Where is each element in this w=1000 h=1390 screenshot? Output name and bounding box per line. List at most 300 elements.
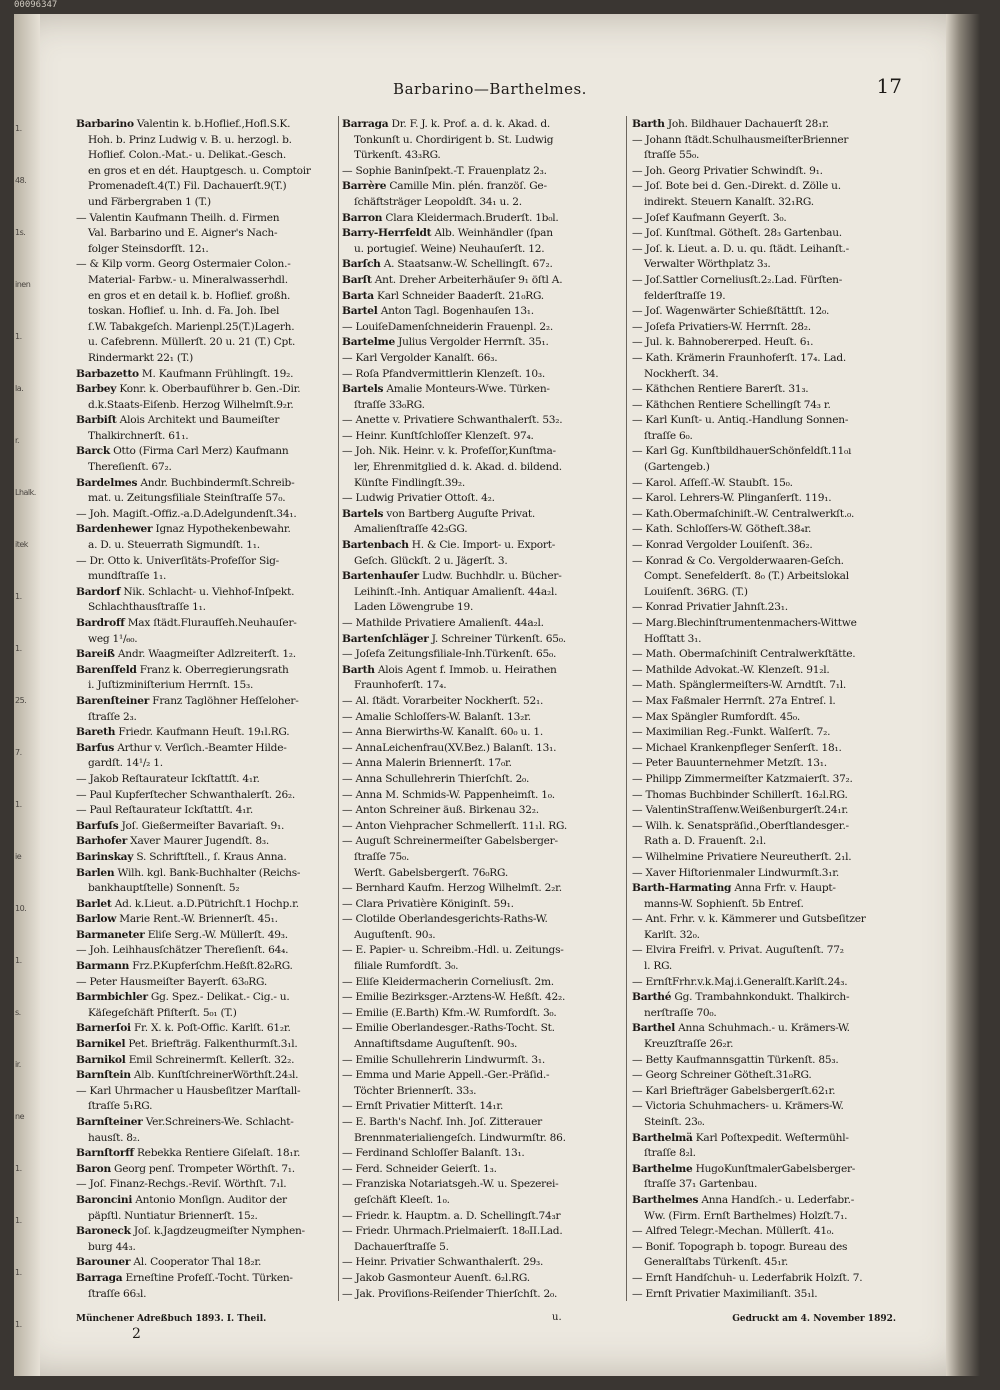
entry-text: — Clara Privatière Königinſt. 59₁. [342,897,514,910]
entry-text: — Al. ſtädt. Vorarbeiter Nockherſt. 52₁. [342,694,544,707]
entry-text: Generalſtabs Türkenſt. 45₁r. [644,1256,789,1269]
entry-text: — LouiſeDamenſchneiderin Frauenpl. 2₂. [342,320,553,333]
entry-surname: Barnſteiner [76,1116,143,1128]
directory-entry-line [632,367,927,383]
directory-entry-line [76,351,366,367]
entry-text: Promenadeſt.4(T.) Fil. Dachauerſt.9(T.) [88,180,287,193]
entry-text: Dr. F. J. k. Prof. a. d. k. Akad. d. [391,118,550,130]
directory-entry-line [342,741,632,757]
directory-entry-line [342,850,632,866]
entry-text: — Kath. Krämerin Fraunhoferſt. 17₄. Lad. [632,351,846,364]
directory-entry [342,211,632,227]
entry-text: ſtraſſe 37₁ Gartenbau. [644,1178,758,1191]
entry-text: — Peter Hausmeiſter Bayerſt. 63₀RG. [76,975,267,988]
directory-entry-line [632,788,927,804]
entry-text: ſtraſſe 55₀. [644,149,700,162]
entry-text: Anna Frfr. v. Haupt- [734,882,836,895]
directory-entry-line [342,959,632,975]
directory-entry-line [342,195,632,211]
entry-text: Alois Architekt und Baumeiſter [119,414,280,427]
entry-text: Nik. Schlacht- u. Viehhof-Inſpekt. [123,585,295,598]
directory-entry [76,1037,366,1053]
directory-entry-line [342,1115,632,1131]
entry-text: ſtraſſe 75₀. [354,850,410,863]
entry-text: Werſt. Gabelsbergerſt. 76₀RG. [354,866,508,879]
entry-text: Brennmaterialiengeſch. Lindwurmſtr. 86. [354,1131,566,1144]
entry-surname: Bartenſchläger [342,632,429,645]
entry-surname: Bartels [342,383,384,396]
entry-text: Karlſt. 32₀. [644,928,700,941]
entry-text: — Elvira Freifrl. v. Privat. Auguſtenſt. 77₂ [632,944,844,957]
directory-entry-line [76,678,366,694]
directory-entry-line [632,242,927,258]
directory-entry-line [632,694,927,710]
entry-text: — Roſa Pfandvermittlerin Klenzeſt. 10₃. [342,367,545,380]
entry-text: ſtraſſe 5₁RG. [88,1100,153,1113]
directory-entry-line [632,1177,927,1193]
directory-entry [632,1162,927,1178]
entry-text: Georg penſ. Trompeter Wörthſt. 7₁. [114,1162,295,1175]
entry-surname: Barthelmes [632,1193,699,1206]
directory-entry [76,834,366,850]
directory-entry-line [632,226,927,242]
entry-surname: Barrère [342,180,387,193]
directory-entry-line [76,335,366,351]
directory-entry [76,1146,366,1162]
directory-entry-line [632,600,927,616]
entry-text: — AnnaLeichenfrau(XV.Bez.) Balanſt. 13₁. [342,741,557,754]
directory-entry-line [76,569,366,585]
entry-text: Thalkirchnerſt. 61₁. [88,429,189,442]
directory-entry-line [342,164,632,180]
directory-entry-line [76,164,366,180]
entry-text: — Heinr. Privatier Schwanthalerſt. 29₃. [342,1256,544,1269]
directory-entry-line [342,678,632,694]
directory-entry [342,289,632,305]
gutter-fragment: 1. [15,1268,22,1277]
directory-entry [76,819,366,835]
entry-surname: Barfuſs [76,819,119,832]
entry-text: — Käthchen Rentiere Barerſt. 31₃. [632,383,809,396]
directory-entry [342,663,632,679]
directory-entry-line [76,179,366,195]
directory-entry-line [76,195,366,211]
entry-text: Emil Schreinermſt. Kellerſt. 32₂. [128,1053,295,1066]
directory-entry-line [632,632,927,648]
entry-text: toskan. Hoflief. u. Inh. d. Fa. Joh. Ibel [88,305,280,318]
entry-text: Ignaz Hypothekenbewahr. [155,523,291,536]
entry-text: — Mathilde Advokat.-W. Klenzeſt. 91₂l. [632,663,830,676]
entry-text: — & Kilp vorm. Georg Ostermaier Colon.- [76,258,291,271]
entry-text: Joſ. Gießermeiſter Bavariaſt. 9₁. [121,819,285,832]
directory-entry-line [632,975,927,991]
entry-text: Karl Schneider Baaderſt. 21₀RG. [377,289,544,302]
entry-surname: Barlet [76,897,112,910]
entry-text: HugoKunſtmalerGabelsberger- [695,1162,856,1175]
directory-entry [76,1115,366,1131]
gutter-fragment: Lhalk. [15,488,36,497]
entry-text: Töchter Briennerſt. 33₃. [354,1084,477,1097]
entry-text: Anna Schuhmach.- u. Krämers-W. [678,1022,850,1035]
directory-entry-line [342,1162,632,1178]
entry-text: J. Schreiner Türkenſt. 65₀. [431,632,566,645]
directory-entry-line [342,1131,632,1147]
entry-text: Julius Vergolder Herrnſt. 35₁. [398,336,549,349]
directory-entry-line [342,351,632,367]
entry-surname: Barck [76,445,110,458]
entry-text: — ErnſtFrhr.v.k.Maj.i.Generalſt.Karlſt.24₃. [632,975,848,988]
directory-entry-line [632,460,927,476]
entry-text: — Ferdinand Schloſſer Balanſt. 13₁. [342,1147,525,1160]
entry-surname: Barmbichler [76,991,148,1004]
directory-entry [342,117,632,133]
directory-entry [342,569,632,585]
entry-text: — Bernhard Kaufm. Herzog Wilhelmſt. 2₂r. [342,882,562,895]
directory-entry-line [632,1255,927,1271]
entry-text: — Jak. Proviſions-Reiſender Thierſchſt. 2₀. [342,1287,558,1300]
directory-entry-line [76,1177,366,1193]
directory-entry-line [632,304,927,320]
gutter-fragment: inen [15,280,31,289]
directory-entry-line [76,257,366,273]
directory-entry-line [632,164,927,180]
entry-text: — Ernſt Privatier Maximilianſt. 35₁l. [632,1287,818,1300]
entry-surname: Barhofer [76,835,128,848]
entry-text: — ValentinStraſſenw.Weißenburgerſt.24₁r. [632,804,849,817]
page-number: 17 [876,74,902,98]
directory-entry-line [632,273,927,289]
entry-text: — Joſ.Sattler Corneliusſt.2₂.Lad. Fürſten- [632,273,843,286]
entry-text: M. Kaufmann Frühlingſt. 19₂. [141,367,294,380]
directory-entry-line [632,1240,927,1256]
directory-entry-line [342,1271,632,1287]
entry-text: Gg. Trambahnkondukt. Thalkirch- [674,991,850,1004]
directory-entry-line [76,632,366,648]
directory-page [14,0,966,1376]
entry-text: Andr. Buchbindermſt.Schreib- [140,476,295,489]
directory-entry-line [342,1021,632,1037]
directory-entry-line [342,975,632,991]
entry-text: — Betty Kaufmannsgattin Türkenſt. 85₃. [632,1053,839,1066]
directory-entry-line [76,242,366,258]
entry-surname: Baroncini [76,1193,133,1206]
entry-text: en gros et en detail k. b. Hoflief. großh. [88,289,291,302]
entry-text: S. Schriftſtell., ſ. Kraus Anna. [136,850,287,863]
entry-text: weg 1¹/₆₀. [88,632,138,645]
entry-text: Ad. k.Lieut. a.D.Pütrichſt.1 Hochp.r. [114,897,299,910]
entry-text: Auguſtenſt. 90₃. [354,928,436,941]
entry-text: Annaſtiftsdame Auguſtenſt. 90₃. [354,1038,518,1051]
entry-text: — Ernſt Privatier Mitterſt. 14₁r. [342,1100,504,1113]
directory-entry-line [342,1084,632,1100]
gutter-fragment: ir. [15,1060,21,1069]
entry-text: Amalie Monteurs-Wwe. Türken- [386,383,550,396]
directory-entry-line [632,289,927,305]
directory-entry-line [342,367,632,383]
entry-surname: Barthelmä [632,1131,693,1144]
directory-entry [76,367,366,383]
directory-entry-line [76,943,366,959]
entry-text: Amalienſtraſſe 42₃GG. [354,523,468,536]
directory-entry-line [342,647,632,663]
entry-text: — Emilie Oberlandesger.-Raths-Tocht. St. [342,1022,555,1035]
directory-entry-line [342,554,632,570]
directory-entry-line [76,289,366,305]
directory-entry-line [76,429,366,445]
entry-text: Marie Rent.-W. Briennerſt. 45₁. [119,913,278,926]
entry-text: indirekt. Steuern Kanalſt. 32₁RG. [644,195,814,208]
directory-entry-line [76,273,366,289]
directory-entry-line [76,803,366,819]
entry-surname: Barbiſt [76,414,117,427]
directory-entry-line [632,897,927,913]
binding-gutter [14,14,40,1376]
entry-text: Hofſtatt 3₁. [644,632,702,645]
footer-mark: u. [552,1312,562,1323]
entry-text: — Max Spängler Rumfordſt. 45₀. [632,710,801,723]
entry-text: ſtraſſe 8₂l. [644,1147,696,1160]
entry-text: — Kath. Schloſſers-W. Götheſt.38₄r. [632,523,812,536]
directory-entry-line [342,1068,632,1084]
directory-entry-line [342,460,632,476]
directory-entry-line [342,943,632,959]
directory-entry-line [342,1146,632,1162]
entry-surname: Bardorf [76,585,121,598]
entry-text: — Friedr. Uhrmach.Prielmaierſt. 18₀II.Lad. [342,1225,563,1238]
directory-entry-line [76,1287,366,1303]
directory-entry-line [632,491,927,507]
entry-text: (Gartengeb.) [644,461,710,474]
directory-entry-line [76,460,366,476]
entry-text: — Joſ. Kunſtmal. Götheſt. 28₃ Gartenbau. [632,227,842,240]
directory-entry-line [632,741,927,757]
entry-surname: Bardenhewer [76,523,153,536]
directory-entry-line [632,819,927,835]
entry-text: — Max Faßmaler Herrnſt. 27a Entreſ. l. [632,694,836,707]
entry-surname: Barbey [76,383,117,396]
entry-surname: Bareth [76,726,116,739]
entry-text: Rath a. D. Frauenſt. 2₁l. [644,835,766,848]
entry-text: — Anton Viehpracher Schmellerſt. 11₁l. RG. [342,819,567,832]
directory-entry-line [632,195,927,211]
gutter-fragment: 1. [15,1320,22,1329]
entry-text: — Anna M. Schmids-W. Pappenheimſt. 1₀. [342,788,555,801]
entry-text: — Konrad Privatier Jahnſt.23₁. [632,601,788,614]
entry-text: — Anna Malerin Briennerſt. 17₀r. [342,757,512,770]
directory-entry [76,522,366,538]
directory-entry-line [632,663,927,679]
entry-text: H. & Cie. Import- u. Export- [411,539,556,552]
directory-entry-line [76,211,366,227]
entry-text: Compt. Senefelderſt. 8₀ (T.) Arbeitslokal [644,570,849,583]
entry-text: ler, Ehrenmitglied d. k. Akad. d. bildend. [354,461,562,474]
entry-text: Joſ. k.Jagdzeugmeiſter Nymphen- [133,1225,305,1238]
directory-entry-line [632,569,927,585]
entry-text: — Emilie Schullehrerin Lindwurmſt. 3₁. [342,1053,546,1066]
directory-entry-line [342,1177,632,1193]
directory-entry-line [342,866,632,882]
entry-surname: Barbazetto [76,367,139,380]
entry-text: — Thomas Buchbinder Schillerſt. 16₂l.RG. [632,788,848,801]
directory-entry-line [632,678,927,694]
entry-text: — Käthchen Rentiere Schellingſt 74₃ r. [632,398,831,411]
directory-entry [632,1131,927,1147]
directory-entry [342,538,632,554]
entry-text: Hoh. b. Prinz Ludwig v. B. u. herzogl. b. [88,133,292,146]
directory-entry-line [76,304,366,320]
directory-entry [76,1193,366,1209]
entry-text: i. Juſtizminiſterium Herrnſt. 15₃. [88,679,254,692]
entry-text: — Joſ. Finanz-Rechgs.-Reviſ. Wörthſt. 7₁l. [76,1178,287,1191]
directory-entry-line [632,725,927,741]
entry-text: — Anton Schreiner äuß. Birkenau 32₂. [342,804,539,817]
directory-entry [76,616,366,632]
entry-text: Fr. X. k. Poſt-Offic. Karlſt. 61₂r. [133,1022,291,1035]
entry-text: Wilh. kgl. Bank-Buchhalter (Reichs- [117,866,301,879]
entry-text: — Math. Spänglermeiſters-W. Arndtſt. 7₁l. [632,679,847,692]
entry-text: — Xaver Hiſtorienmaler Lindwurmſt.3₁r. [632,866,840,879]
entry-text: Laden Löwengrube 19. [354,601,474,614]
directory-entry-line [632,756,927,772]
entry-text: en gros et en dét. Hauptgesch. u. Comptoir [88,164,311,177]
directory-entry [632,117,927,133]
gutter-fragment: 1. [15,644,22,653]
entry-surname: Barnſtein [76,1069,131,1082]
directory-entry [76,990,366,1006]
directory-entry-line [632,1084,927,1100]
entry-text: Fraunhoferſt. 17₄. [354,679,447,692]
directory-entry-line [342,148,632,164]
entry-text: mundſtraſſe 1₁. [88,570,167,583]
entry-surname: Baron [76,1162,111,1175]
entry-surname: Barthé [632,991,672,1004]
entry-text: manns-W. Sophienſt. 5b Entreſ. [644,897,804,910]
entry-text: Dachauerſtraſſe 5. [354,1240,449,1253]
entry-surname: Barenſteiner [76,694,150,707]
entry-text: — Paul Reſtaurateur Ickſtattſt. 4₁r. [76,804,253,817]
directory-entry-line [632,710,927,726]
entry-text: u. Cafebrenn. Müllerſt. 20 u. 21 (T.) Cpt. [88,336,296,349]
directory-entry-line [342,990,632,1006]
directory-entry-line [632,1287,927,1303]
entry-text: — Joh. Leihhausſchätzer Thereſienſt. 64₄. [76,944,289,957]
directory-entry-line [342,491,632,507]
directory-entry-line [342,834,632,850]
directory-entry-line [342,725,632,741]
directory-entry-line [632,538,927,554]
directory-entry-line [342,756,632,772]
entry-text: Käſegeſchäft Pfiſterſt. 5₀₁ (T.) [88,1006,237,1019]
entry-text: Alois Agent f. Immob. u. Heirathen [377,663,557,676]
entry-text: Karl Poſtexpedit. Weſtermühl- [695,1131,849,1144]
directory-entry-line [76,600,366,616]
entry-text: Anna Handſch.- u. Lederfabr.- [701,1193,855,1206]
directory-entry-line [76,1131,366,1147]
entry-text: Kreuzſtraſſe 26₂r. [644,1038,734,1051]
directory-entry [632,990,927,1006]
directory-entry-line [342,413,632,429]
entry-text: — Joh. Nik. Heinr. v. k. Profeſſor,Kunſtma- [342,445,556,458]
gutter-fragment: r. [15,436,20,445]
entry-text: Ant. Dreher Arbeiterhäuſer 9₁ öſtl A. [374,273,563,286]
entry-surname: Barmann [76,960,130,973]
column-2 [342,117,632,1302]
entry-text: Tonkunſt u. Chordirigent b. St. Ludwig [354,133,554,146]
entry-surname: Barnſtorff [76,1147,134,1160]
directory-entry [342,304,632,320]
directory-entry [76,1255,366,1271]
page-header-title: Barbarino—Barthelmes. [393,80,587,98]
gutter-fragment: 1. [15,332,22,341]
directory-entry-line [76,975,366,991]
directory-entry-line [76,491,366,507]
directory-entry-line [342,398,632,414]
entry-text: — Ludwig Privatier Ottoſt. 4₂. [342,492,495,505]
directory-entry-line [632,522,927,538]
entry-surname: Barnikol [76,1053,126,1066]
entry-text: Friedr. Kaufmann Heuſt. 19₁l.RG. [118,726,290,739]
directory-entry-line [342,710,632,726]
entry-text: — Heinr. Kunſtſchloſſer Klenzeſt. 97₄. [342,429,534,442]
entry-text: Künſte Findlingſt.39₂. [354,476,466,489]
entry-text: gardſt. 14¹/₂ 1. [88,757,163,770]
entry-text: Gg. Spez.- Delikat.- Cig.- u. [150,991,290,1004]
entry-surname: Barenſfeld [76,663,137,676]
entry-surname: Barth [342,663,375,676]
directory-entry-line [342,1224,632,1240]
entry-text: — Emma und Marie Appell.-Ger.-Präſid.- [342,1069,550,1082]
directory-entry-line [76,398,366,414]
footer-publication: Münchener Adreßbuch 1893. I. Theil. [76,1314,267,1324]
directory-entry-line [632,834,927,850]
entry-text: — Valentin Kaufmann Theilh. d. Firmen [76,211,280,224]
entry-text: — Bonif. Topograph b. topogr. Bureau des [632,1240,848,1253]
entry-text: — Georg Schreiner Götheſt.31₀RG. [632,1069,812,1082]
directory-entry-line [632,1146,927,1162]
entry-surname: Barlen [76,866,115,879]
entry-text: Xaver Maurer Jugendſt. 8₃. [130,835,269,848]
gutter-fragment: 7. [15,748,22,757]
directory-entry [342,382,632,398]
directory-entry-line [632,928,927,944]
directory-entry-line [632,413,927,429]
entry-text: — Johann ſtädt.SchulhausmeiſterBrienner [632,133,849,146]
entry-text: von Bartberg Auguſte Privat. [386,507,536,520]
entry-surname: Barraga [342,118,389,130]
entry-text: — Karl Vergolder Kanalſt. 66₃. [342,351,498,364]
directory-entry [76,725,366,741]
gutter-fragment: 1. [15,1216,22,1225]
entry-text: Leihinſt.-Inh. Antiquar Amalienſt. 44a₂l. [354,585,558,598]
entry-text: filiale Rumfordſt. 3₀. [354,960,459,973]
entry-surname: Barouner [76,1256,131,1269]
directory-entry-line [76,710,366,726]
directory-entry [76,1224,366,1240]
page-edge [946,14,980,1376]
directory-entry [76,382,366,398]
directory-entry [76,866,366,882]
footer-signature: 2 [132,1326,141,1342]
directory-entry-line [342,429,632,445]
entry-text: A. Staatsanw.-W. Schellingſt. 67₂. [383,258,553,271]
entry-surname: Bartenbach [342,539,409,552]
directory-entry-line [342,600,632,616]
directory-entry-line [632,943,927,959]
directory-entry [632,1021,927,1037]
entry-surname: Barmaneter [76,928,145,941]
entry-text: Valentin k. b.Hoflief.,Hofl.S.K. [136,118,291,130]
entry-text: Material- Farbw.- u. Mineralwasserhdl. [88,273,288,286]
